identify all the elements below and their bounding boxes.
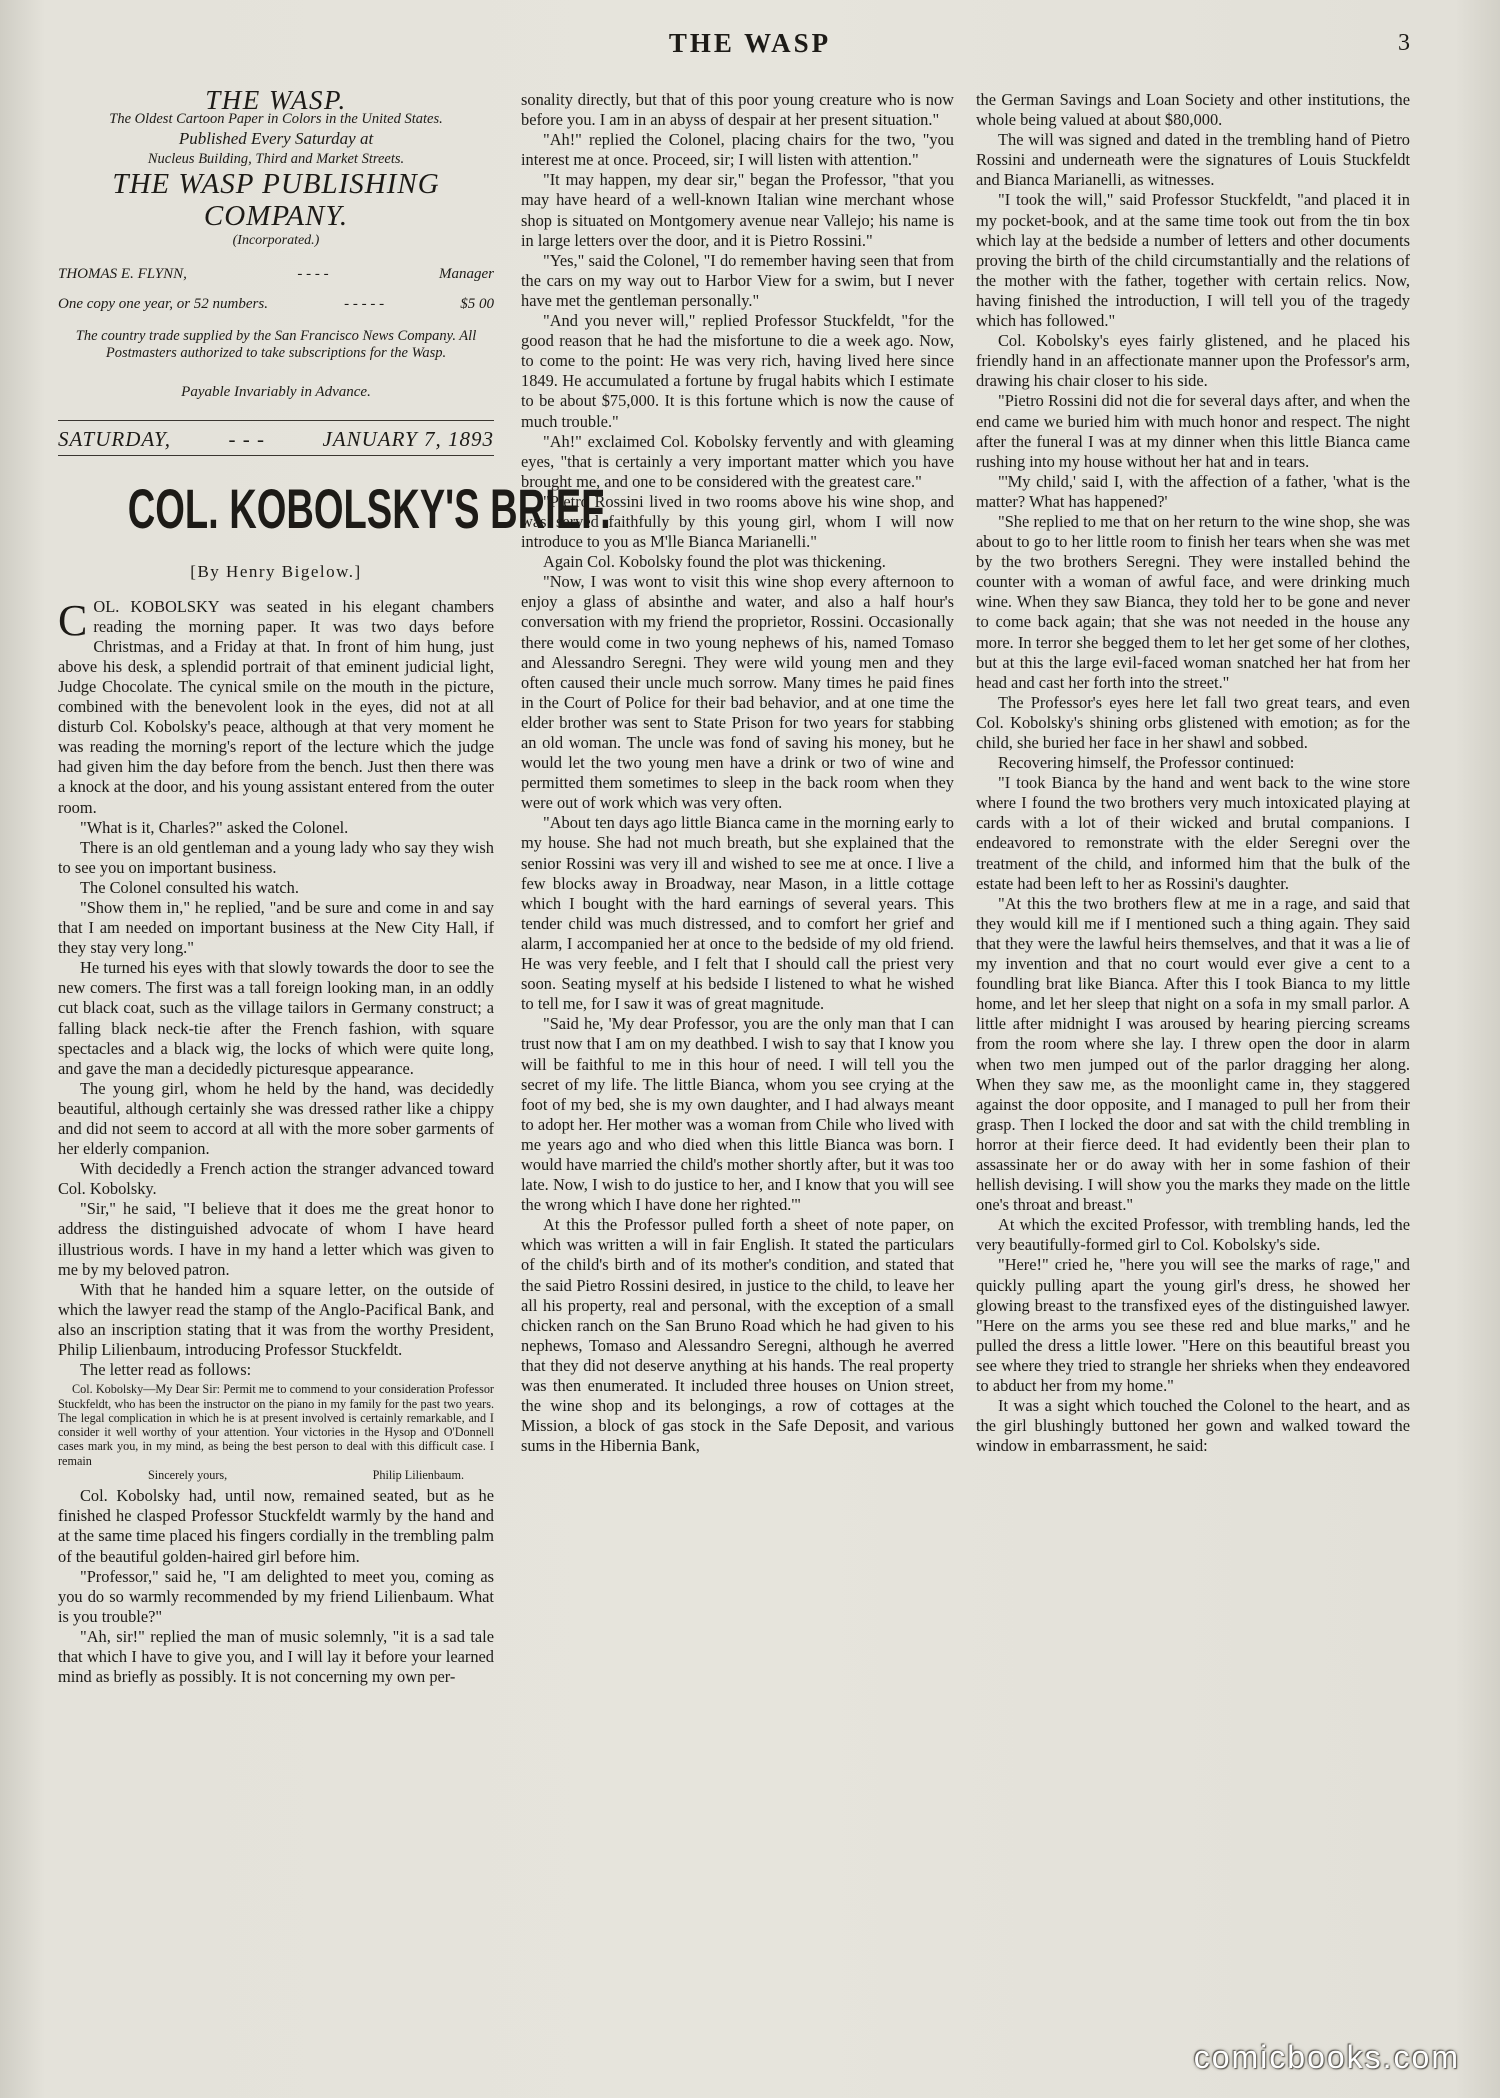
paragraph: "Ah!" exclaimed Col. Kobolsky fervently and with gleaming eyes, "that is certainly a very important matter which you have brought me, and one to be considered with the greatest care.": [521, 431, 954, 491]
quoted-letter: [58, 1382, 494, 1482]
masthead-tagline: The Oldest Cartoon Paper in Colors in the United States.: [109, 111, 443, 128]
running-title: THE WASP: [668, 28, 832, 58]
manager-dots: - - - -: [297, 266, 329, 283]
paragraph: "Show them in," he replied, "and be sure and come in and say that I am needed on important business at the New City Hall, if they stay very long.": [58, 897, 494, 958]
site-watermark: comicbooks.com: [1193, 2039, 1460, 2075]
column-1: [58, 85, 611, 1990]
paragraph: "Now, I was wont to visit this wine shop every afternoon to enjoy a glass of absinthe and water, and also a half hour's conversation with my friend the proprietor, Rossini. Occasionally there would come in two young nephews of his, named Tomaso and Alessandro Seregni. They were wild young men and they often caused their uncle much sorrow. Many times he paid fines in the Court of Police for their bad behavior, and at one time the elder brother was sent to State Prison for two years for stabbing an old woman. The uncle was fond of saving his money, but he would let the two young men have a drink or two of wine and permitted them sometimes to sleep in the back room when they were out of work which was very often.: [521, 572, 954, 813]
paragraph: sonality directly, but that of this poor young creature who is now before you. I am in an abyss of despair at her present situation.": [521, 90, 954, 130]
dateline: [58, 427, 494, 452]
paragraph: At which the excited Professor, with trembling hands, led the very beautifully-formed girl to Col. Kobolsky's side.: [976, 1215, 1410, 1255]
article-headline: COL. KOBOLSKY'S BRIEF.: [127, 477, 611, 541]
paragraph: He turned his eyes with that slowly towards the door to see the new comers. The first was a tall foreign looking man, in an oddly cut black coat, such as the village tailors in Germany construct; a falling black neck-tie after the French fashion, with square spectacles and a black wig, the locks of which were quite long, and gave the man a decidedly picturesque appearance.: [58, 958, 494, 1078]
page-number: 3: [1398, 30, 1410, 56]
column-3: [976, 90, 1410, 1990]
date-day: SATURDAY,: [58, 427, 172, 452]
masthead-incorporated: (Incorporated.): [232, 233, 320, 249]
drop-cap: C: [58, 595, 88, 645]
paragraph: "Pietro Rossini did not die for several days after, and when the end came we buried him with much honor and respect. The night after the funeral I was at my dinner when this little Bianca came rushing into my house without her hat and in tears.: [976, 391, 1410, 471]
paragraph: "And you never will," replied Professor Stuckfeldt, "for the good reason that he had the misfortune to die a week ago. Now, to come to the point: He was very rich, having lived here since 1849. He accumulated a fortune by frugal habits which I estimate to be about $75,000. It is this fortune which is now the cause of much trouble.": [521, 311, 954, 431]
paragraph: There is an old gentleman and a young lady who say they wish to see you on important business.: [58, 837, 494, 877]
paragraph: "At this the two brothers flew at me in a rage, and said that they would kill me if I mentioned such a thing again. They said that they were the lawful heirs themselves, and that it was a lie of my invention and that no court would ever give a cent to a foundling brat like Bianca. After this I took Bianca to my little home, and let her sleep that night on a sofa in my small parlor. A little after midnight I was aroused by hearing piercing screams from the room where she lay. I threw open the door in alarm when two men jumped out of the parlor dragging her along. When they saw me, as the moonlight came in, they staggered against the door opposite, and I managed to pull her from their grasp. Then I locked the door and sat with the child trembling in horror at their fierce deed. It had evidently been their plan to assassinate her or do away with her in some fashion of their hellish devising. I will show you the marks they made on the little one's throat and breast.": [976, 893, 1410, 1215]
paragraph: "She replied to me that on her return to the wine shop, she was about to go to her little room to finish her tears when she was met by the two brothers Seregni. They were installed behind the counter with a woman of awful face, and were drinking much wine. When they saw Bianca, they told her to be gone and never to come back again; that she was not needed in the house any more. In terror she begged them to let her get some of her clothes, but at this the large evil-faced woman snatched her hat from her head and cast her forth into the street.": [976, 511, 1410, 692]
paragraph: "Said he, 'My dear Professor, you are the only man that I can trust now that I am on my deathbed. I wish to say that I know you will be faithful to me in this hour of need. I will tell you the secret of my life. The little Bianca, whom you see crying at the foot of my bed, she is my own daughter, and I had always meant to adopt her. Her mother was a woman from Chile who lived with me years ago and who died when this little Bianca was born. I would have married the child's mother shortly after, but it was too late. Now, I wish to do justice to her, and I know that you will see the wrong which I have done her righted.'": [521, 1014, 954, 1215]
masthead-title: THE WASP.: [205, 85, 347, 115]
payable-note: Payable Invariably in Advance.: [181, 384, 371, 401]
paragraph: "Here!" cried he, "here you will see the marks of rage," and quickly pulling apart the young girl's dress, he showed her glowing breast to the transfixed eyes of the distinguished lawyer. "Here on the arms you see these red and blue marks," and he pulled the dress a little lower. "Here on this beautiful breast you see where they tried to strangle her shrieks when they endeavored to abduct her from my home.": [976, 1255, 1410, 1395]
column-2: [521, 90, 954, 1990]
date-value: JANUARY 7, 1893: [322, 427, 494, 452]
paragraph: Recovering himself, the Professor continued:: [998, 753, 1295, 773]
price-row: [58, 294, 494, 314]
masthead-published: Published Every Saturday at: [178, 129, 374, 149]
paragraph: "What is it, Charles?" asked the Colonel.: [80, 817, 349, 837]
paragraph: "Professor," said he, "I am delighted to meet you, coming as you do so warmly recommended by my friend Lilienbaum. What is you trouble?": [58, 1566, 494, 1626]
paragraph: "It may happen, my dear sir," began the Professor, "that you may have heard of a well-known Italian wine merchant whose shop is situated on Montgomery avenue near Vallejo; his name is in large letters over the door, and it is Pietro Rossini.": [521, 170, 954, 250]
paragraph: The Professor's eyes here let fall two great tears, and even Col. Kobolsky's shining orbs glistened with emotion; as for the child, she buried her face in her shawl and sobbed.: [976, 692, 1410, 752]
paragraph: "Sir," he said, "I believe that it does me the great honor to address the distinguished advocate of whom I have heard illustrious words. I have in my hand a letter which was given to me by my beloved patron.: [58, 1199, 494, 1279]
paragraph: At this the Professor pulled forth a sheet of note paper, on which was written a will in fair English. It stated the particulars of the child's birth and of its mother's condition, and stated that the said Pietro Rossini desired, in justice to the child, to leave her all his property, real and personal, with the exception of a small chicken ranch on the San Bruno Road which he had given to his nephews, Tomaso and Alessandro Seregni, although he averred that they did not deserve anything at his hands. The real property was then enumerated. It included three houses on Union street, the wine shop and its belongings, a row of cottages at the Mission, a block of gas stock in the Safe Deposit, and various sums in the Hibernia Bank,: [521, 1215, 954, 1456]
paragraph: The letter read as follows:: [80, 1360, 252, 1380]
paragraph: The will was signed and dated in the trembling hand of Pietro Rossini and underneath were the signatures of Louis Stuckfeldt and Bianca Marianelli, as witnesses.: [976, 130, 1410, 190]
masthead-address: Nucleus Building, Third and Market Streets.: [147, 151, 405, 168]
paragraph: Again Col. Kobolsky found the plot was thickening.: [543, 552, 886, 572]
paragraph: "Ah, sir!" replied the man of music solemnly, "it is a sad tale that which I have to give you, and I will lay it before your learned mind as briefly as possibly. It is not concerning my own per-: [58, 1626, 494, 1687]
trade-note: The country trade supplied by the San Francisco News Company. All Postmasters authorized to take subscriptions for the Wasp.: [75, 328, 477, 362]
paragraph: Col. Kobolsky had, until now, remained seated, but as he finished he clasped Professor Stuckfeldt warmly by the hand and at the same time placed his fingers cordially in the trembling palm of the beautiful golden-haired girl before him.: [58, 1486, 494, 1566]
article-byline: [By Henry Bigelow.]: [190, 562, 362, 582]
divider-rule: [58, 420, 494, 421]
manager-row: [58, 264, 494, 284]
price-dots: - - - - -: [344, 296, 385, 313]
price-value: $5 00: [460, 296, 494, 313]
paragraph: "Pietro Rossini lived in two rooms above his wine shop, and was served faithfully by this young girl, whom I will now introduce to you as M'lle Bianca Marianelli.": [521, 491, 954, 552]
paragraph: "I took the will," said Professor Stuckfeldt, "and placed it in my pocket-book, and at the same time took out from the tin box which lay at the bedside a number of letters and other documents proving the birth of the child circumstantially and the relations of the mother with the father, together with certain relics. Now, having finished the introduction, I will tell you of the tragedy which has followed.": [976, 190, 1410, 331]
letter-signature: Philip Lilienbaum.: [372, 1468, 464, 1482]
paragraph: With that he handed him a square letter, on the outside of which the lawyer read the stamp of the Anglo-Pacifical Bank, and also an inscription stating that it was from the worthy President, Philip Lilienbaum, introducing Professor Stuckfeldt.: [58, 1279, 494, 1360]
letter-body: Col. Kobolsky—My Dear Sir: Permit me to commend to your consideration Professor Stuckfeldt, who has been the instructor on the piano in my family for the past two years. The legal complication in which he is at present involved is certainly remarkable, and I consider it well worthy of your attention. Your victories in the Hysop and O'Donnell cases mark you, in my mind, as being the best person to deal with this difficult case. I remain: [58, 1382, 494, 1468]
paragraph: The young girl, whom he held by the hand, was decidedly beautiful, although certainly she was dressed rather like a chippy and did not seem to accord at all with the more sober garments of her elderly companion.: [58, 1078, 494, 1159]
date-dots: - - -: [228, 427, 265, 452]
manager-name: THOMAS E. FLYNN,: [58, 266, 187, 283]
divider-rule: [58, 455, 494, 456]
letter-signature-row: [58, 1468, 494, 1482]
paragraph: The Colonel consulted his watch.: [80, 877, 299, 897]
paragraph: the German Savings and Loan Society and other institutions, the whole being valued at about $80,000.: [976, 90, 1410, 130]
masthead-company: THE WASP PUBLISHING COMPANY.: [112, 168, 440, 233]
paragraph: COL. KOBOLSKY was seated in his elegant chambers reading the morning paper. It was two days before Christmas, and a Friday at that. In front of him hung, just above his desk, a splendid portrait of that eminent judicial light, Judge Chocolate. The cynical smile on the mouth in the picture, combined with the benevolent look in the eyes, did not at all disturb Col. Kobolsky's peace, although at that very moment he was reading the morning's report of the lecture which the judge had given him the day before from the bench. Just then there was a knock at the door, and his young assistant entered from the outer room.: [58, 595, 494, 817]
paragraph: "I took Bianca by the hand and went back to the wine store where I found the two brothers very much intoxicated playing at cards with a lot of their wicked and brutal companions. I endeavored to remonstrate with the elder Seregni over the treatment of the child, and informed him that the bulk of the estate had been left to her as Rossini's daughter.: [976, 773, 1410, 893]
paragraph: "Yes," said the Colonel, "I do remember having seen that from the cars on my way out to Harbor View for a swim, but I never have met the gentleman personally.": [521, 250, 954, 310]
masthead: [58, 85, 494, 402]
paragraph: With decidedly a French action the stranger advanced toward Col. Kobolsky.: [58, 1159, 494, 1199]
paragraph: "About ten days ago little Bianca came in the morning early to my house. She had not much breath, but she explained that the senior Rossini was very ill and wished to see me at once. I live a few blocks away in Broadway, near Mason, in a little cottage which I bought with the hard earnings of several years. This tender child was much distressed, and to comfort her grief and alarm, I accompanied her at once to the bedside of my old friend. He was very feeble, and I felt that I should call the priest very soon. Seating myself at his bedside I listened to what he wished to tell me, for I saw it was of great magnitude.: [521, 813, 954, 1014]
letter-closing: Sincerely yours,: [148, 1468, 228, 1482]
paragraph: Col. Kobolsky's eyes fairly glistened, and he placed his friendly hand in an affectionate manner upon the Professor's arm, drawing his chair closer to his side.: [976, 331, 1410, 391]
paragraph: "'My child,' said I, with the affection of a father, 'what is the matter? What has happened?': [976, 471, 1410, 511]
paragraph: "Ah!" replied the Colonel, placing chairs for the two, "you interest me at once. Proceed, sir; I will listen with attention.": [521, 130, 954, 170]
paragraph: It was a sight which touched the Colonel to the heart, and as the girl blushingly buttoned her gown and walked toward the window in embarrassment, he said:: [976, 1396, 1410, 1456]
price-label: One copy one year, or 52 numbers.: [58, 296, 268, 313]
manager-title: Manager: [439, 266, 494, 283]
